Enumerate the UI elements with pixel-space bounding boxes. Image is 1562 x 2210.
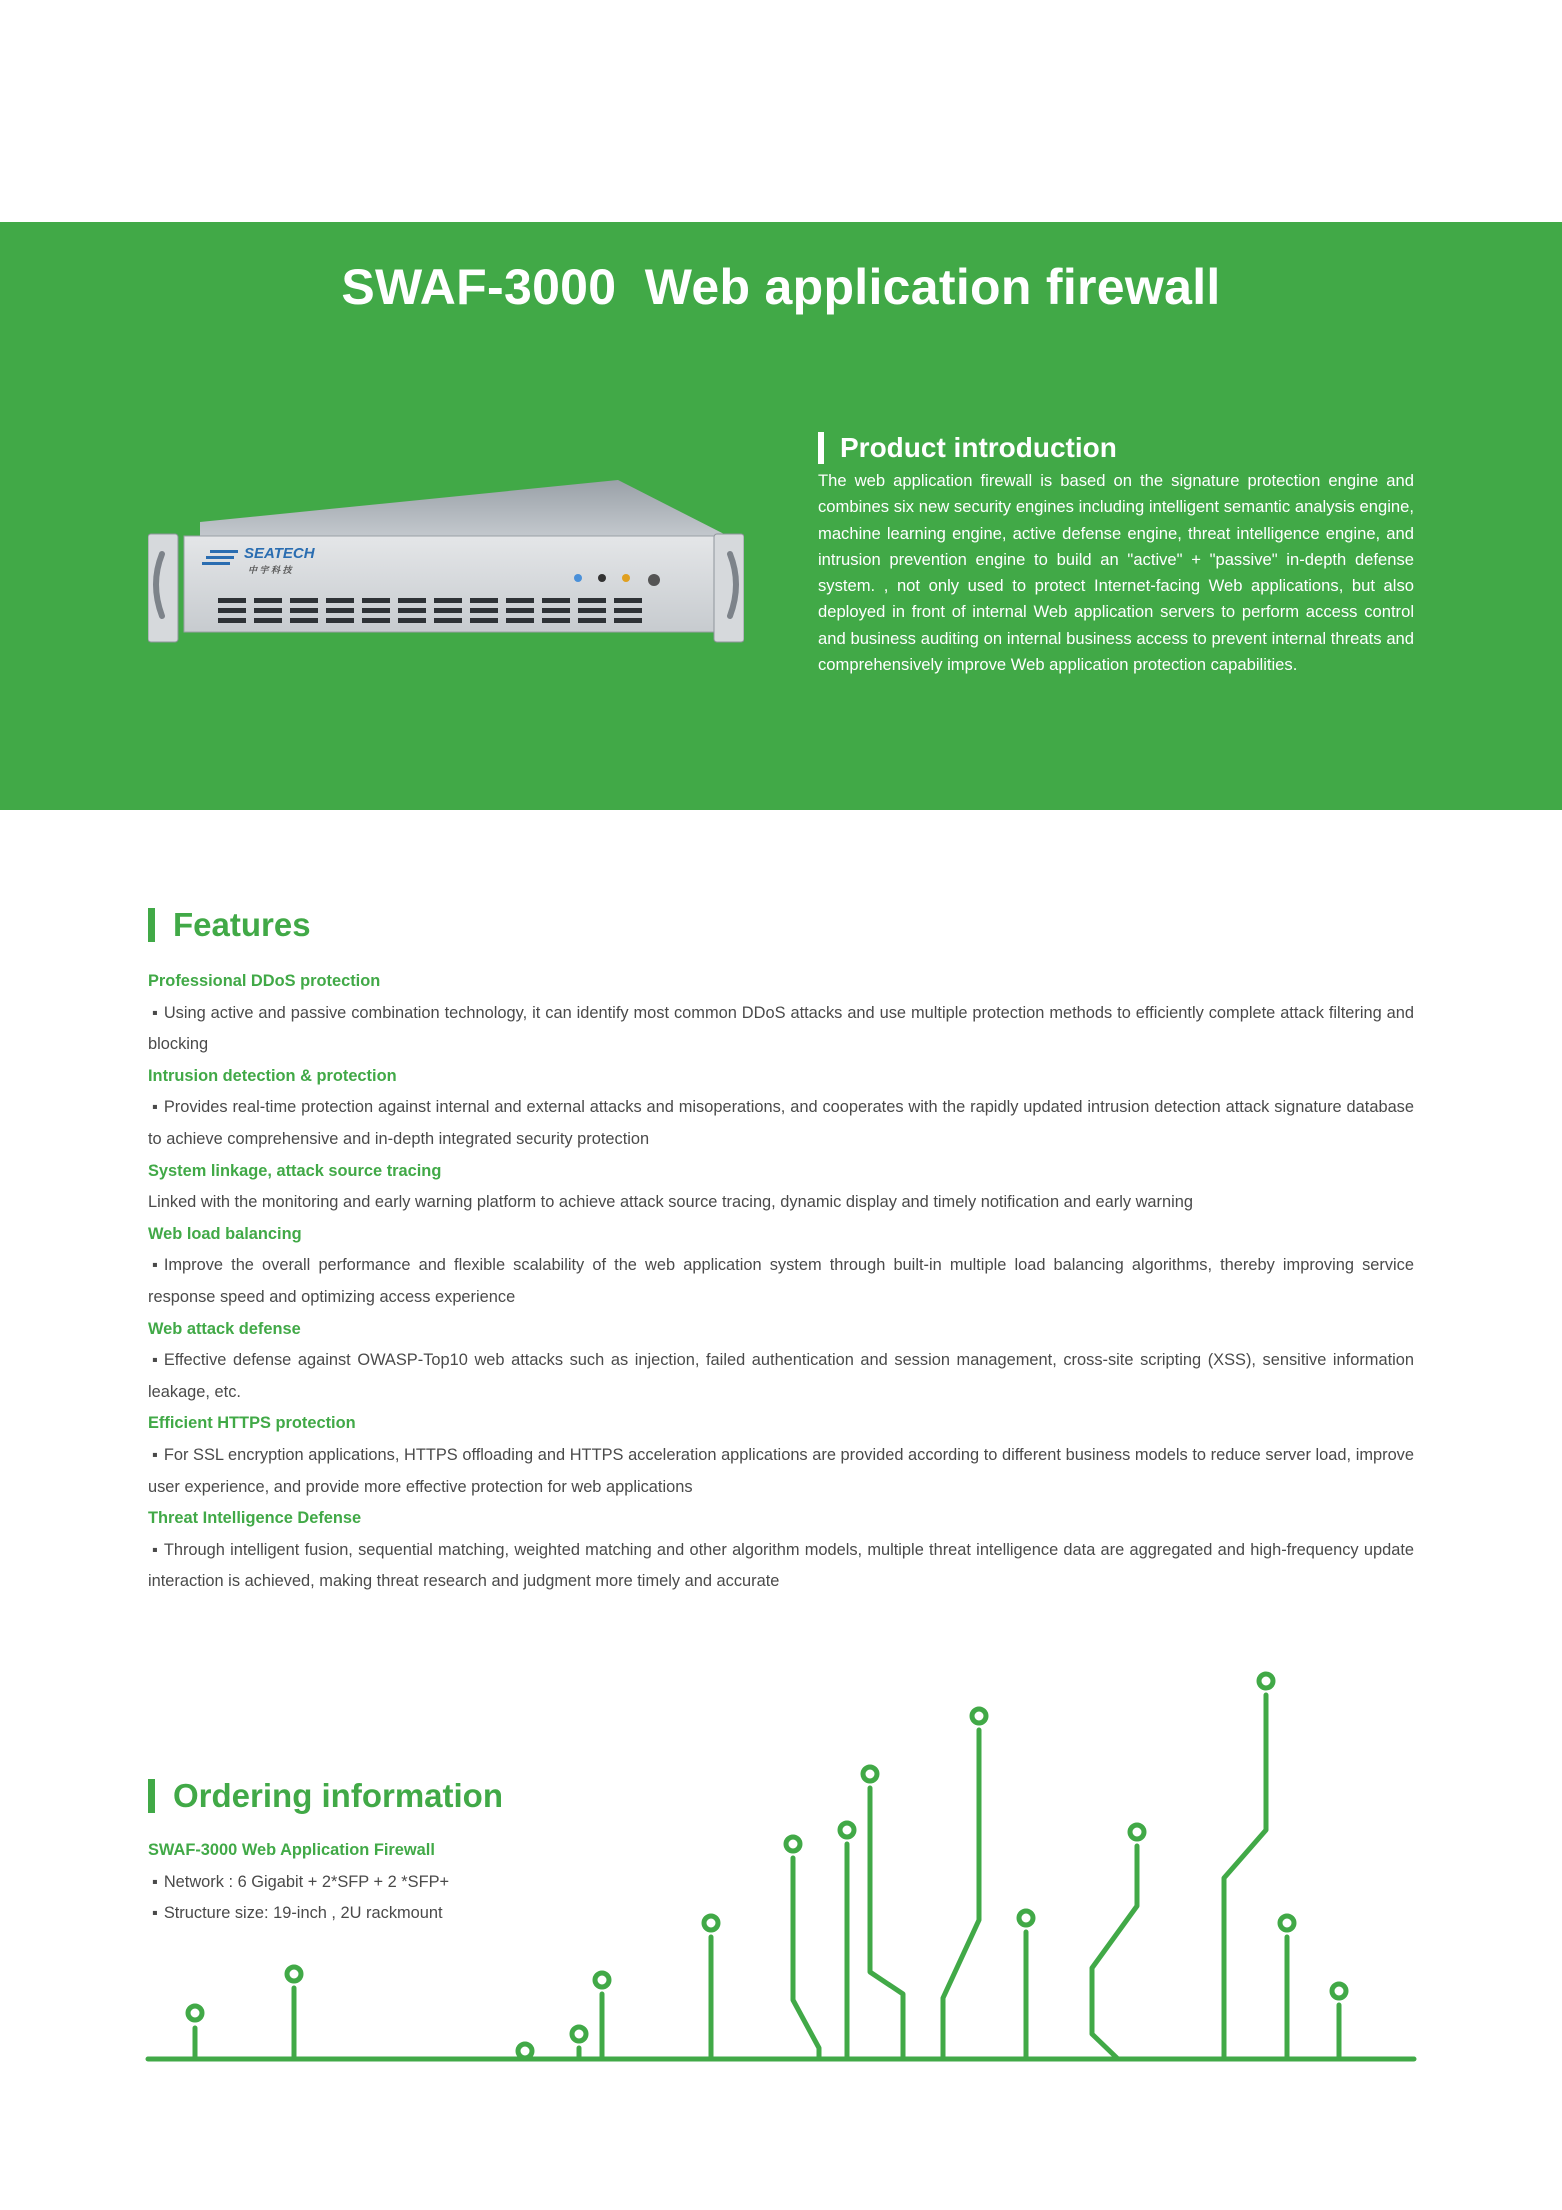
bullet-icon: ▪ — [152, 1351, 158, 1370]
bullet-icon: ▪ — [152, 1445, 158, 1464]
features-list — [148, 966, 1414, 1598]
page-title: SWAF-3000 Web application firewall — [341, 259, 1221, 315]
intro-heading: Product introduction — [840, 432, 1117, 463]
feature-description: ▪ Using active and passive combination technology, it can identify most common DDoS attacks and use multiple protection methods to efficiently complete attack filtering and blocking — [148, 998, 1414, 1061]
bullet-icon: ▪ — [152, 1256, 158, 1275]
heading-accent-bar — [818, 432, 824, 464]
feature-item — [148, 966, 1414, 1061]
ordering-item: ▪ Structure size: 19-inch , 2U rackmount — [148, 1898, 668, 1930]
feature-title: Intrusion detection & protection — [148, 1066, 397, 1085]
heading-accent-bar — [148, 1779, 155, 1813]
feature-description: ▪ Effective defense against OWASP-Top10 web attacks such as injection, failed authentication and session management, cross-site scripting (XSS), sensitive information leakage, etc. — [148, 1345, 1414, 1408]
feature-title: Web attack defense — [148, 1319, 301, 1338]
feature-item — [148, 1156, 1414, 1219]
feature-item — [148, 1314, 1414, 1409]
feature-item — [148, 1061, 1414, 1156]
feature-item — [148, 1503, 1414, 1598]
ordering-heading: Ordering information — [173, 1777, 503, 1814]
svg-text:中 宇 科 技: 中 宇 科 技 — [248, 565, 292, 575]
feature-title: Efficient HTTPS protection — [148, 1414, 356, 1433]
bullet-icon: ▪ — [152, 1904, 158, 1923]
bullet-icon: ▪ — [152, 1872, 158, 1891]
feature-description: ▪ Through intelligent fusion, sequential matching, weighted matching and other algorithm models, multiple threat intelligence data are aggregated and high-frequency update interaction is achieved, making threat research and judgment more timely and accurate — [148, 1535, 1414, 1598]
intro-body: The web application firewall is based on the signature protection engine and combines six new security engines including intelligent semantic analysis engine, machine learning engine, active defense engine, threat intelligence engine, and intrusion prevention engine to build an "active" + "passive" in-depth defense system. , not only used to protect Internet-facing Web applications, but also deployed in front of internal Web application servers to perform access control and business auditing on internal business access to prevent internal threats and comprehensively improve Web application protection capabilities. — [818, 471, 1414, 675]
feature-title: Professional DDoS protection — [148, 972, 381, 990]
heading-accent-bar — [148, 908, 155, 942]
feature-item — [148, 1219, 1414, 1314]
feature-title: Threat Intelligence Defense — [148, 1509, 362, 1528]
product-introduction — [818, 430, 1414, 678]
feature-title: Web load balancing — [148, 1224, 302, 1243]
feature-item — [148, 1408, 1414, 1503]
bullet-icon: ▪ — [152, 1540, 158, 1559]
intro-heading-row — [818, 430, 1414, 466]
feature-description: ▪ For SSL encryption applications, HTTPS offloading and HTTPS acceleration applications are provided according to different business models to reduce server load, improve user experience, and provide more effective protection for web applications — [148, 1440, 1414, 1503]
ordering-details — [148, 1835, 668, 1930]
bullet-icon: ▪ — [152, 1003, 158, 1022]
ordering-item: ▪ Network : 6 Gigabit + 2*SFP + 2 *SFP+ — [148, 1867, 668, 1899]
ordering-heading-row — [148, 1777, 503, 1815]
firewall-device-image — [148, 476, 744, 644]
feature-title: System linkage, attack source tracing — [148, 1161, 442, 1180]
ordering-subheading: SWAF-3000 Web Application Firewall — [148, 1841, 435, 1859]
feature-description: Linked with the monitoring and early warning platform to achieve attack source tracing, dynamic display and timely notification and early warning — [148, 1193, 1193, 1212]
features-heading: Features — [173, 906, 311, 943]
feature-description: ▪ Improve the overall performance and flexible scalability of the web application system through built-in multiple load balancing algorithms, thereby improving service response speed and optimizing access experience — [148, 1250, 1414, 1313]
feature-description: ▪ Provides real-time protection against internal and external attacks and misoperations, and cooperates with the rapidly updated intrusion detection attack signature database to achieve comprehensive and in-depth integrated security protection — [148, 1092, 1414, 1155]
svg-text:SEATECH: SEATECH — [244, 545, 315, 562]
bullet-icon: ▪ — [152, 1098, 158, 1117]
features-heading-row — [148, 906, 311, 944]
